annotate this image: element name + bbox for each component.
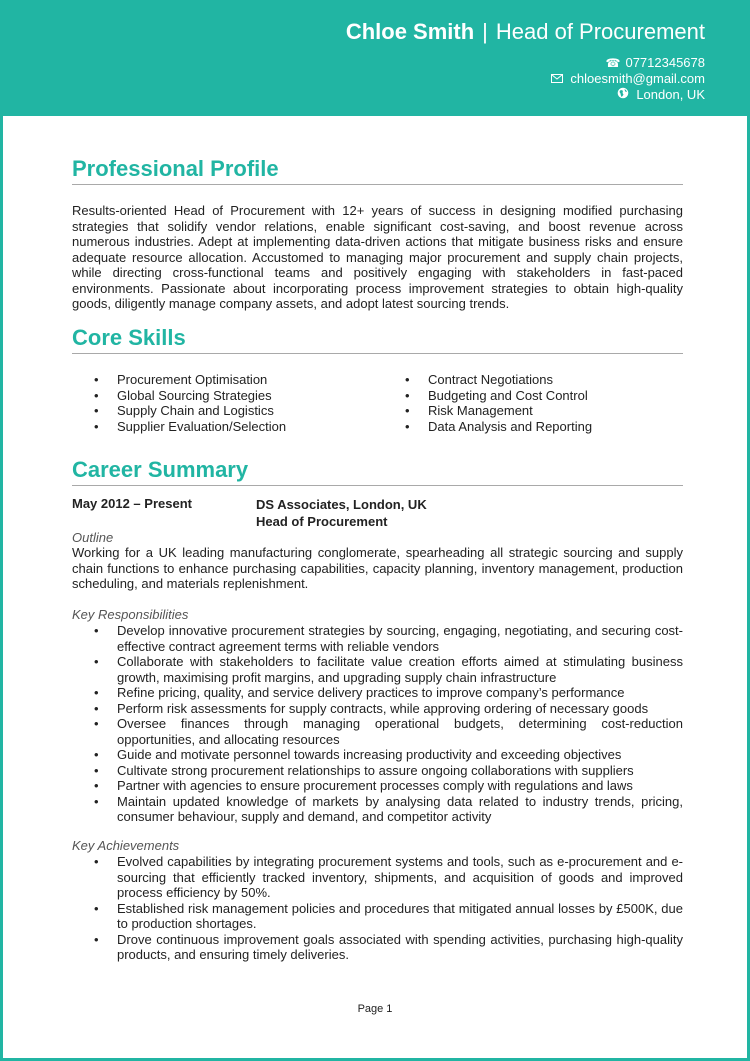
list-item: • Supplier Evaluation/Selection — [72, 419, 372, 435]
outline-text: Working for a UK leading manufacturing conglomerate, spearheading all strategic sourcing and supply chain functions to enhance purchasing capabilities, capacity planning, inventory management, production scheduling, and materials replenishment. — [72, 545, 683, 591]
skills-list-right — [383, 372, 683, 434]
job-date: May 2012 – Present — [72, 496, 192, 511]
job-company-block — [256, 496, 427, 530]
achievements-list — [72, 854, 683, 963]
responsibilities-label: Key Responsibilities — [72, 607, 189, 622]
list-item: • Established risk management policies and procedures that mitigated annual losses by £500K, due to production shortages. — [72, 901, 683, 932]
achievements-label: Key Achievements — [72, 838, 180, 853]
list-item: • Develop innovative procurement strategies by sourcing, engaging, negotiating, and securing cost-effective contract agreement terms with reliable vendors — [72, 623, 683, 654]
responsibilities-list — [72, 623, 683, 825]
list-item: • Cultivate strong procurement relationships to assure ongoing collaborations with suppliers — [72, 763, 683, 779]
header-banner — [3, 0, 747, 116]
list-item: • Maintain updated knowledge of markets by analysing data related to industry trends, pricing, consumer behaviour, supply and demand, and competitor activity — [72, 794, 683, 825]
profile-text: Results-oriented Head of Procurement with 12+ years of success in designing modified purchasing strategies that solidify vendor relations, enable significant cost-saving, and boost revenue across numerous industries. Adept at implementing data-driven actions that mitigate business risks and ensure adequate resource allocation. Accustomed to managing major procurement and supply chain projects, while directing cross-functional teams and positively engaging with stakeholders in fast-paced environments. Passionate about incorporating process improvement strategies to obtain high-quality goods, diligently manage company assets, and adopt latest sourcing trends. — [72, 203, 683, 311]
phone-text: 07712345678 — [625, 55, 705, 70]
list-item: • Global Sourcing Strategies — [72, 388, 372, 404]
section-title-skills: Core Skills — [72, 325, 683, 354]
list-item: • Guide and motivate personnel towards increasing productivity and exceeding objectives — [72, 747, 683, 763]
list-item: • Procurement Optimisation — [72, 372, 372, 388]
job-company: DS Associates, London, UK — [256, 497, 427, 512]
list-item: • Data Analysis and Reporting — [383, 419, 683, 435]
job-position: Head of Procurement — [256, 514, 388, 529]
list-item: • Drove continuous improvement goals associated with spending activities, purchasing high-quality products, and ensuring timely deliveries. — [72, 932, 683, 963]
list-item: • Refine pricing, quality, and service delivery practices to improve company’s performance — [72, 685, 683, 701]
candidate-role: Head of Procurement — [495, 19, 705, 44]
list-item: • Evolved capabilities by integrating procurement systems and tools, such as e-procurement and e-sourcing that efficiently tracked inventory, shipments, and acquisition of goods and improved process efficiency by 50%. — [72, 854, 683, 901]
globe-icon — [616, 87, 630, 102]
skills-list-left — [72, 372, 372, 434]
page-number: Page 1 — [357, 1003, 393, 1015]
list-item: • Oversee finances through managing operational budgets, determining cost-reduction opportunities, and allocating resources — [72, 716, 683, 747]
contact-email — [550, 71, 705, 86]
list-item: • Risk Management — [383, 403, 683, 419]
header-title — [346, 19, 705, 45]
email-icon — [550, 72, 564, 86]
contact-location — [616, 87, 705, 102]
email-text: chloesmith@gmail.com — [570, 71, 705, 86]
location-text: London, UK — [636, 87, 705, 102]
list-item: • Supply Chain and Logistics — [72, 403, 372, 419]
list-item: • Partner with agencies to ensure procurement processes comply with regulations and laws — [72, 778, 683, 794]
list-item: • Contract Negotiations — [383, 372, 683, 388]
section-title-profile: Professional Profile — [72, 156, 683, 185]
phone-icon: ☎ — [605, 55, 621, 70]
section-title-career: Career Summary — [72, 457, 683, 486]
title-separator: | — [482, 19, 488, 44]
outline-label: Outline — [72, 530, 114, 545]
candidate-name: Chloe Smith — [345, 19, 475, 44]
list-item: • Perform risk assessments for supply contracts, while approving ordering of necessary goods — [72, 701, 683, 717]
list-item: • Budgeting and Cost Control — [383, 388, 683, 404]
contact-phone — [605, 55, 705, 70]
list-item: • Collaborate with stakeholders to facilitate value creation efforts aimed at stimulating business growth, maximising profit margins, and upgrading supply chain infrastructure — [72, 654, 683, 685]
